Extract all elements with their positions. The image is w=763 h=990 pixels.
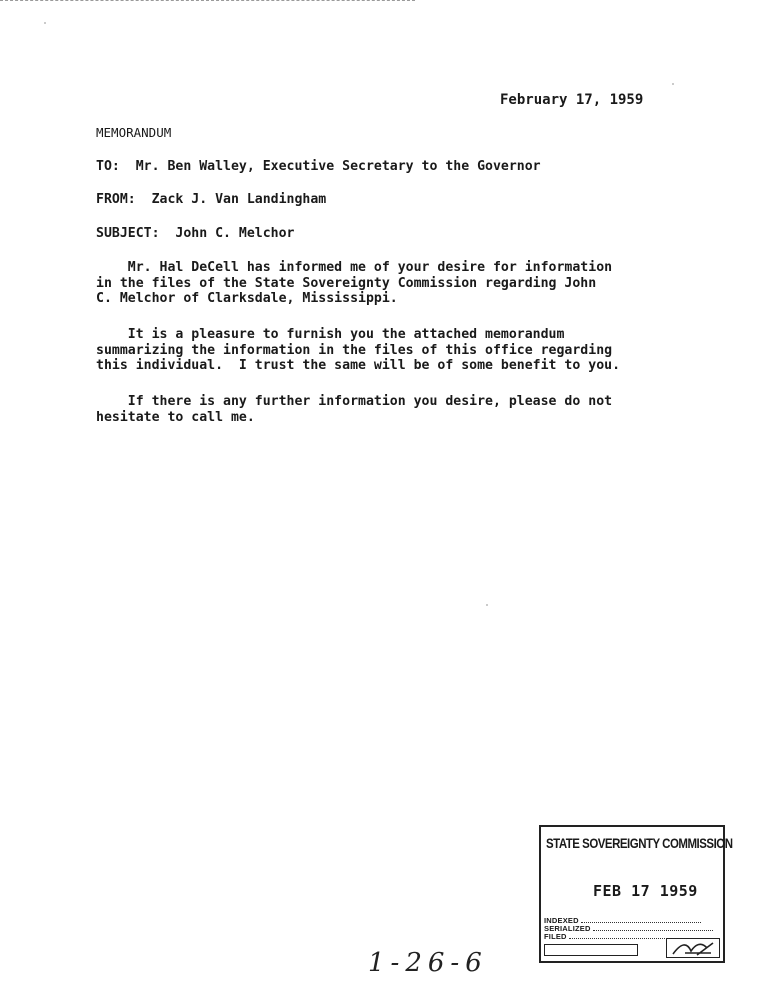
stamp-date: FEB 17 1959 xyxy=(593,882,698,900)
stamp-line-label: INDEXED xyxy=(544,916,579,925)
paragraph-line: It is a pleasure to furnish you the attached memorandum xyxy=(96,327,565,342)
paragraph-line: C. Melchor of Clarksdale, Mississippi. xyxy=(96,291,398,306)
to-line: TO: Mr. Ben Walley, Executive Secretary to the Governor xyxy=(96,159,541,174)
initials-scribble-icon xyxy=(667,939,719,957)
from-line: FROM: Zack J. Van Landingham xyxy=(96,192,327,207)
paragraph-line: If there is any further information you desire, please do not xyxy=(96,394,613,409)
paragraph-line: Mr. Hal DeCell has informed me of your desire for information xyxy=(96,260,613,275)
commission-received-stamp xyxy=(539,825,733,963)
stamp-box xyxy=(666,938,720,958)
page-top-edge xyxy=(0,0,415,1)
paragraph-line: in the files of the State Sovereignty Commission regarding John xyxy=(96,275,597,291)
dotted-rule xyxy=(581,916,701,923)
paragraph-1 xyxy=(96,260,696,307)
paper-speck xyxy=(486,604,488,606)
paragraph-2 xyxy=(96,327,696,374)
paragraph-line: summarizing the information in the files of this office regarding xyxy=(96,342,613,358)
subject-line: SUBJECT: John C. Melchor xyxy=(96,226,295,241)
paragraph-3 xyxy=(96,394,696,425)
stamp-title: STATE SOVEREIGNTY COMMISSION xyxy=(546,835,733,851)
paper-speck xyxy=(672,83,674,85)
paragraph-line: hesitate to call me. xyxy=(96,409,255,425)
stamp-line-label: FILED xyxy=(544,932,567,941)
dotted-rule xyxy=(593,924,713,931)
memo-heading: MEMORANDUM xyxy=(96,125,172,140)
handwritten-file-number: 1-26-6 xyxy=(368,948,488,978)
letter-date: February 17, 1959 xyxy=(500,92,644,108)
stamp-line-label: SERIALIZED xyxy=(544,924,591,933)
paper-speck xyxy=(44,22,46,24)
stamp-box xyxy=(544,944,638,956)
paragraph-line: this individual. I trust the same will be of some benefit to you. xyxy=(96,358,621,373)
